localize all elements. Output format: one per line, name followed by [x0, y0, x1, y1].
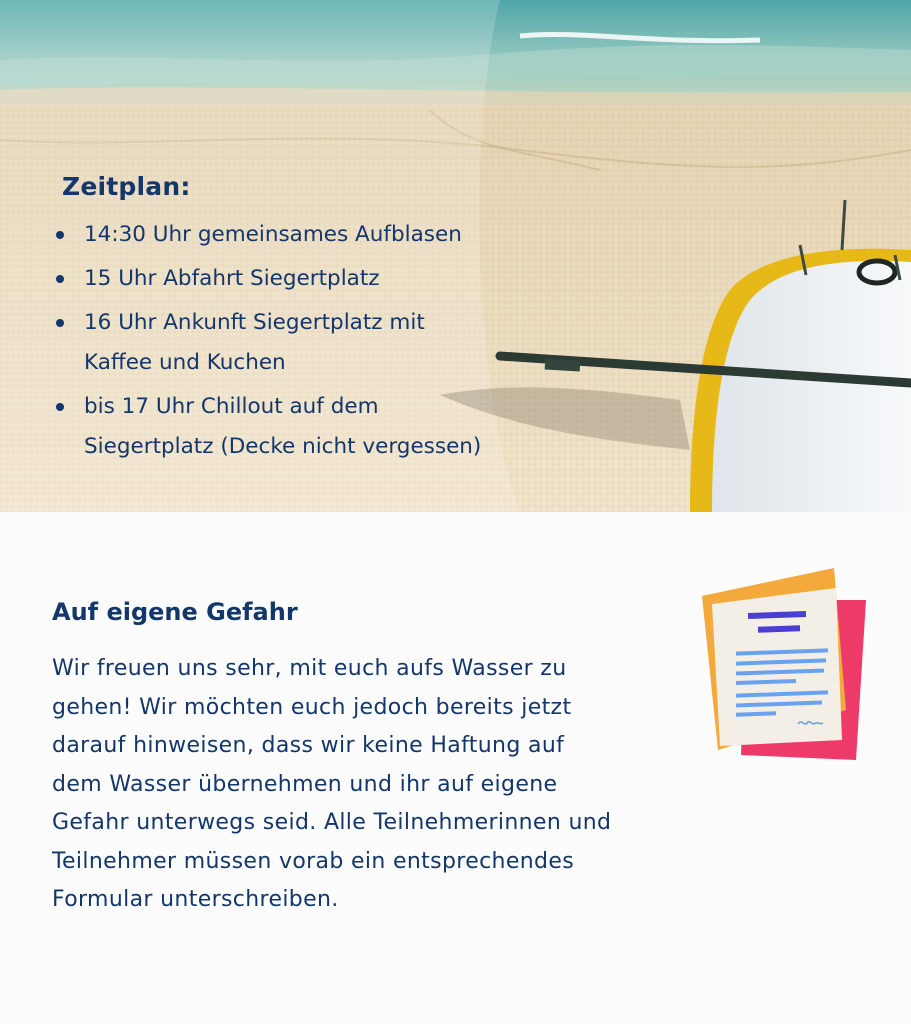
liability-line: Gefahr unterwegs seid. Alle Teilnehmerinnen und	[52, 810, 612, 835]
schedule-item-text: 14:30 Uhr gemeinsames Aufblasen	[84, 222, 462, 247]
schedule-item-text: 16 Uhr Ankunft Siegertplatz mit	[84, 310, 425, 335]
liability-section	[52, 598, 752, 920]
liability-title: Auf eigene Gefahr	[52, 598, 298, 626]
schedule-item-continuation: Kaffee und Kuchen	[84, 350, 286, 375]
liability-line: dem Wasser übernehmen und ihr auf eigene	[52, 771, 558, 797]
schedule-item	[56, 257, 576, 301]
schedule-item-text: 15 Uhr Abfahrt Siegertplatz	[84, 266, 380, 291]
bullet-icon	[56, 403, 64, 411]
schedule-item	[56, 213, 576, 257]
liability-line: Formular unterschreiben.	[52, 887, 339, 912]
bullet-icon	[56, 319, 64, 327]
schedule-item-text: bis 17 Uhr Chillout auf dem	[84, 394, 379, 419]
bullet-icon	[56, 231, 64, 239]
schedule-section	[56, 172, 576, 469]
schedule-title: Zeitplan:	[62, 172, 191, 201]
schedule-list	[56, 213, 576, 469]
document-form-icon	[696, 560, 872, 770]
schedule-item-continuation: Siegertplatz (Decke nicht vergessen)	[84, 434, 482, 459]
liability-line: Teilnehmer müssen vorab ein entsprechendes	[52, 848, 575, 874]
schedule-item	[56, 301, 576, 385]
liability-line: Wir freuen uns sehr, mit euch aufs Wasser zu	[52, 656, 567, 681]
liability-text	[52, 650, 752, 920]
schedule-item	[56, 385, 576, 469]
bullet-icon	[56, 275, 64, 283]
liability-line: darauf hinweisen, dass wir keine Haftung auf	[52, 733, 565, 758]
liability-line: gehen! Wir möchten euch jedoch bereits jetzt	[52, 694, 572, 720]
